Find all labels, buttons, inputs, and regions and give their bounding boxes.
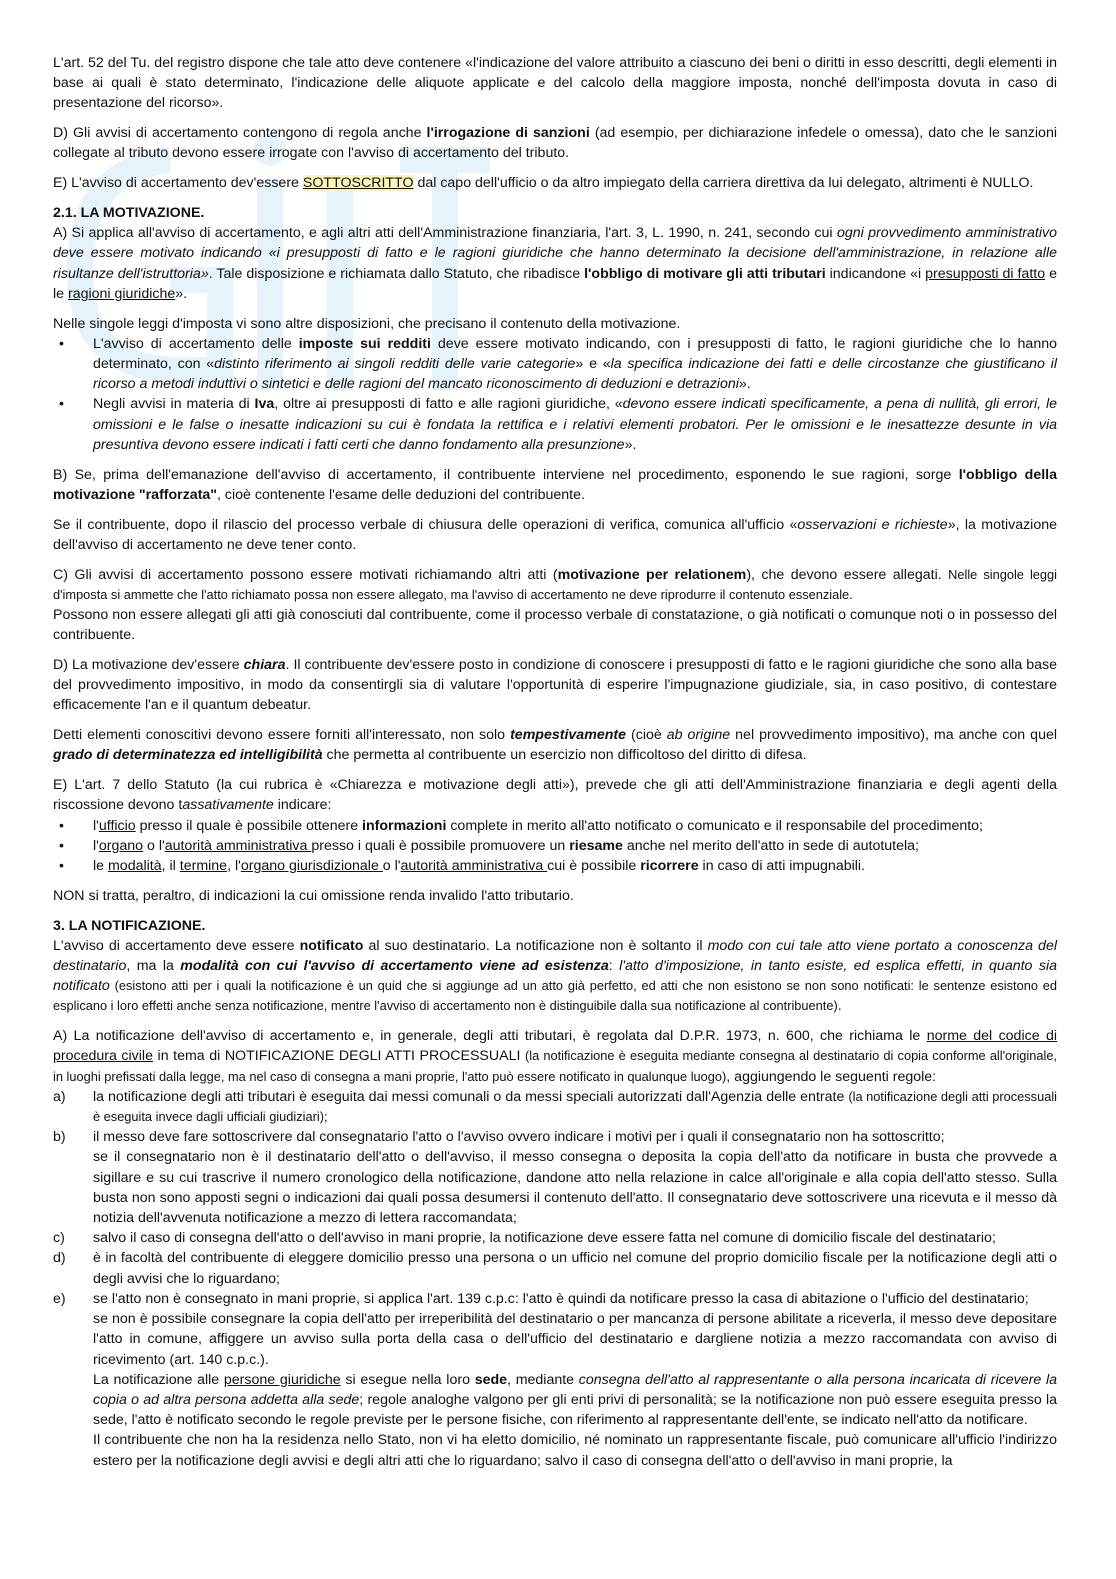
list-item: e) se l'atto non è consegnato in mani proprie, si applica l'art. 139 c.p.c: l'atto è quindi da notificare presso la casa di abitazione o l'ufficio del destinatario;: [53, 1290, 1029, 1307]
list-item: a) la notificazione degli atti tributari è eseguita dai messi comunali o da messi speciali autorizzati dall'Agenzia delle entrate (la notificazione degli atti processuali è eseguita invece dagli ufficiali giudiziari);: [53, 1088, 1058, 1125]
list-item: c) salvo il caso di consegna dell'atto o dell'avviso in mani proprie, la notificazione deve essere fatta nel comune di domicilio fiscale del destinatario;: [53, 1230, 996, 1247]
paragraph: Se il contribuente, dopo il rilascio del processo verbale di chiusura delle operazioni di verifica, comunica all'ufficio «osservazioni e richieste», la motivazione dell'avviso di accertamento ne deve tener conto.: [53, 516, 1058, 553]
section-heading: 3. LA NOTIFICAZIONE.: [53, 917, 206, 934]
list-item: • l'ufficio presso il quale è possibile ottenere informazioni complete in merito all'atto notificato o comunicato e il responsabile del procedimento;: [53, 816, 1057, 836]
paragraph: NON si tratta, peraltro, di indicazioni la cui omissione renda invalido l'atto tributario.: [53, 887, 574, 904]
paragraph: C) Gli avvisi di accertamento possono essere motivati richiamando altri atti (motivazione per relationem), che devono essere allegati. Nelle singole leggi d'imposta si ammette che l'atto richiamato possa non essere allegato, ma l'avviso di accertamento ne deve riprodurre il contenuto essenziale. Possono non essere allegati gli atti già conosciuti dal contribuente, come il processo verbale di constatazione, o già notificati o comunque noti o in possesso del contribuente.: [53, 566, 1057, 644]
paragraph: Nelle singole leggi d'imposta vi sono altre disposizioni, che precisano il contenuto della motivazione.: [53, 315, 681, 332]
bullet-list: [53, 816, 1057, 877]
paragraph: D) Gli avvisi di accertamento contengono di regola anche l'irrogazione di sanzioni (ad esempio, per dichiarazione infedele o omessa), dato che le sanzioni collegate al tributo devono essere irrogate con l'avviso di accertamento del tributo.: [53, 125, 1057, 162]
section-heading: 2.1. LA MOTIVAZIONE.: [53, 205, 205, 221]
list-continuation: se il consegnatario non è il destinatario dell'atto o dell'avviso, il messo consegna o deposita la copia dell'atto da notificare in busta che provvede a sigillare e su cui trascrive il numero cronologico della notificazione, dandone atto nella relazione in calce all'originale e alla copia dell'atto stesso. Sulla busta non sono apposti segni o indicazioni dai quali possa desumersi il contenuto dell'atto. Il consegnatario deve sottoscrivere una ricevuta e il messo dà notizia dell'avvenuta notificazione a mezzo di lettera raccomandata;: [93, 1149, 1057, 1227]
lettered-list: [53, 1087, 1057, 1148]
paragraph: L'art. 52 del Tu. del registro dispone che tale atto deve contenere «l'indicazione del valore attribuito a ciascuno dei beni o diritti in esso descritti, degli elementi in base ai quali è stato determinato, l'indicazione delle aliquote applicate e del calcolo della maggiore imposta, nonché dell'imposta dovuta in caso di presentazione del ricorso».: [53, 55, 1057, 112]
list-item: b) il messo deve fare sottoscrivere dal consegnatario l'atto o l'avviso ovvero indicare i motivi per i quali il consegnatario non ha sottoscritto;: [53, 1129, 945, 1146]
paragraph: A) Si applica all'avviso di accertamento, e agli altri atti dell'Amministrazione finanziaria, l'art. 3, L. 1990, n. 241, secondo cui ogni provvedimento amministrativo deve essere motivato indicando «i presupposti di fatto e le ragioni giuridiche che hanno determinato la decisione dell'amministrazione, in relazione alle risultanze dell'istruttoria». Tale disposizione e richiamata dallo Statuto, che ribadisce l'obbligo di motivare gli atti tributari indicandone «i presupposti di fatto e le ragioni giuridiche».: [53, 225, 1058, 302]
list-continuation: se non è possibile consegnare la copia dell'atto per irreperibilità del destinatario o per mancanza di persone abilitate a riceverla, il messo deve depositare l'atto in comune, affiggere un avviso sulla porta della casa o dell'ufficio del destinatario e dargliene notizia a mezzo raccomandata con avviso di ricevimento (art. 140 c.p.c.).: [93, 1311, 1057, 1368]
list-continuation: Il contribuente che non ha la residenza nello Stato, non vi ha eletto domicilio, né nominato un rappresentante fiscale, può comunicare all'ufficio l'indirizzo estero per la notificazione degli avvisi e degli altri atti che lo riguardano; salvo il caso di consegna dell'atto o dell'avviso in mani proprie, la: [93, 1432, 1057, 1469]
lettered-list: [53, 1228, 1057, 1309]
paragraph: Detti elementi conoscitivi devono essere forniti all'interessato, non solo tempestivamente (cioè ab origine nel provvedimento impositivo), ma anche con quel grado di determinatezza ed intelligibilità che permetta al contribuente un esercizio non difficoltoso del diritto di difesa.: [53, 727, 1057, 764]
paragraph: B) Se, prima dell'emanazione dell'avviso di accertamento, il contribuente interviene nel procedimento, esponendo le sue ragioni, sorge l'obbligo della motivazione "rafforzata", cioè contenente l'esame delle deduzioni del contribuente.: [53, 466, 1057, 503]
list-item: • L'avviso di accertamento delle imposte sui redditi deve essere motivato indicando, con i presupposti di fatto, le ragioni giuridiche che lo hanno determinato, con «distinto riferimento ai singoli redditi delle varie categorie» e «la specifica indicazione dei fatti e delle circostanze che giustificano il ricorso a metodi induttivi o sintetici e delle ragioni del mancato riconoscimento di deduzioni e detrazioni».: [53, 334, 1057, 395]
list-continuation: La notificazione alle persone giuridiche si esegue nella loro sede, mediante consegna dell'atto al rappresentante o alla persona incaricata di ricevere la copia o ad altra persona addetta alla sede; regole analoghe valgono per gli enti privi di personalità; se la notificazione non può essere eseguita presso la sede, l'atto è notificato secondo le regole previste per le persone fisiche, con riferimento al rappresentante dell'ente, se indicato nell'atto da notificare.: [93, 1371, 1057, 1429]
paragraph: E) L'art. 7 dello Statuto (la cui rubrica è «Chiarezza e motivazione degli atti»), prevede che gli atti dell'Amministrazione finanziaria e degli agenti della riscossione devono tassativamente indicare:: [53, 777, 1057, 814]
bullet-list: [53, 334, 1057, 455]
list-item: d) è in facoltà del contribuente di eleggere domicilio presso una persona o un ufficio nel comune del proprio domicilio fiscale per la notificazione degli atti o degli avvisi che lo riguardano;: [53, 1250, 1057, 1287]
list-item: • le modalità, il termine, l'organo giurisdizionale o l'autorità amministrativa cui è possibile ricorrere in caso di atti impugnabili.: [53, 856, 1057, 876]
paragraph: E) L'avviso di accertamento dev'essere SOTTOSCRITTO dal capo dell'ufficio o da altro impiegato della carriera direttiva da lui delegato, altrimenti è NULLO.: [53, 175, 1034, 192]
document-page: [53, 53, 1057, 1471]
paragraph: A) La notificazione dell'avviso di accertamento e, in generale, degli atti tributari, è regolata dal D.P.R. 1973, n. 600, che richiama le norme del codice di procedura civile in tema di NOTIFICAZIONE DEGLI ATTI PROCESSUALI (la notificazione è eseguita mediante consegna al destinatario di copia conforme all'originale, in luoghi prefissati dalla legge, ma nel caso di consegna a mani proprie, l'atto può essere notificato in qualunque luogo), aggiungendo le seguenti regole:: [53, 1028, 1057, 1085]
list-item: • l'organo o l'autorità amministrativa presso i quali è possibile promuovere un riesame anche nel merito dell'atto in sede di autotutela;: [53, 836, 1057, 856]
list-item: • Negli avvisi in materia di Iva, oltre ai presupposti di fatto e alle ragioni giuridiche, «devono essere indicati specificamente, a pena di nullità, gli errori, le omissioni e le false o inesatte indicazioni su cui è fondata la rettifica e i relativi elementi probatori. Per le omissioni e le inesattezze desunte in via presuntiva devono essere indicati i fatti certi che danno fondamento alla presunzione».: [53, 394, 1057, 455]
paragraph: D) La motivazione dev'essere chiara. Il contribuente dev'essere posto in condizione di conoscere i presupposti di fatto e le ragioni giuridiche che sono alla base del provvedimento impositivo, in modo da consentirgli sia di valutare l'opportunità di esperire l'impugnazione giudiziale, sia, in caso positivo, di contestare efficacemente l'an e il quantum debeatur.: [53, 657, 1057, 714]
paragraph: L'avviso di accertamento deve essere notificato al suo destinatario. La notificazione non è soltanto il modo con cui tale atto viene portato a conoscenza del destinatario, ma la modalità con cui l'avviso di accertamento viene ad esistenza: l'atto d'imposizione, in tanto esiste, ed esplica effetti, in quanto sia notificato (esistono atti per i quali la notificazione è un quid che si aggiunge ad un atto già perfetto, ed atti che non esistono se non sono notificati: le sentenze esistono ed esplicano i loro effetti anche senza notificazione, mentre l'avviso di accertamento non è distinguibile dalla sua notificazione al contribuente).: [53, 937, 1057, 1015]
